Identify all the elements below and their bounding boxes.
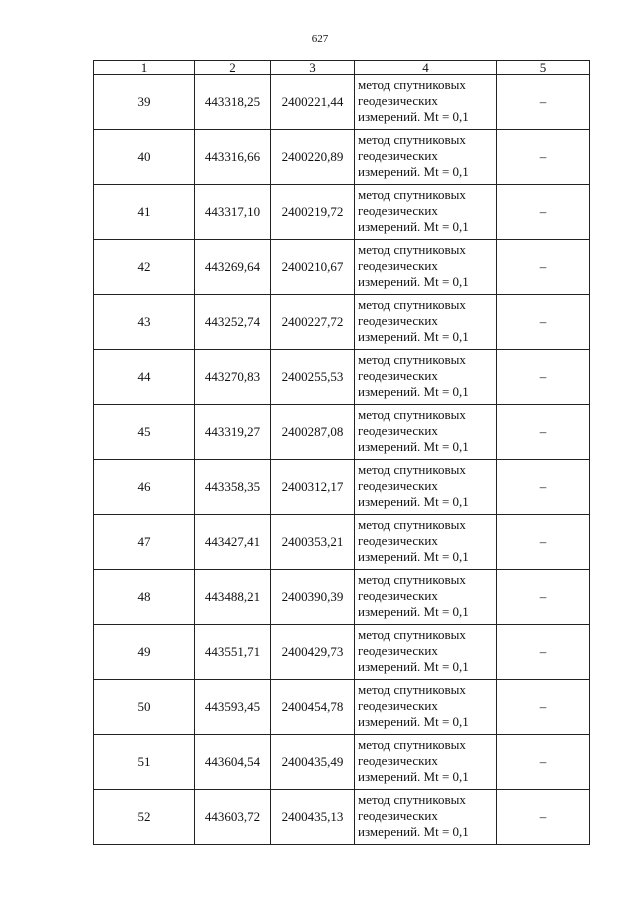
method-line: метод спутниковых <box>358 682 466 697</box>
note-cell: – <box>497 405 590 460</box>
header-col-5: 5 <box>497 61 590 75</box>
method-cell <box>355 515 497 570</box>
method-line: метод спутниковых <box>358 242 466 257</box>
header-col-3: 3 <box>271 61 355 75</box>
method-line: измерений. Mt = 0,1 <box>358 659 469 674</box>
method-line: измерений. Mt = 0,1 <box>358 109 469 124</box>
x-coordinate-cell: 443551,71 <box>195 625 271 680</box>
method-line: измерений. Mt = 0,1 <box>358 769 469 784</box>
method-cell <box>355 680 497 735</box>
method-cell <box>355 570 497 625</box>
x-coordinate-cell: 443603,72 <box>195 790 271 845</box>
table-row <box>94 680 590 735</box>
method-cell <box>355 130 497 185</box>
method-line: геодезических <box>358 478 438 493</box>
y-coordinate-cell: 2400219,72 <box>271 185 355 240</box>
method-cell <box>355 75 497 130</box>
method-line: геодезических <box>358 753 438 768</box>
table-row <box>94 75 590 130</box>
table-row <box>94 735 590 790</box>
point-number-cell: 48 <box>94 570 195 625</box>
table-row <box>94 130 590 185</box>
y-coordinate-cell: 2400255,53 <box>271 350 355 405</box>
point-number-cell: 40 <box>94 130 195 185</box>
coordinates-table <box>93 60 590 845</box>
y-coordinate-cell: 2400435,13 <box>271 790 355 845</box>
method-cell <box>355 405 497 460</box>
table-row <box>94 350 590 405</box>
note-cell: – <box>497 460 590 515</box>
method-line: измерений. Mt = 0,1 <box>358 274 469 289</box>
point-number-cell: 45 <box>94 405 195 460</box>
method-line: метод спутниковых <box>358 462 466 477</box>
method-line: измерений. Mt = 0,1 <box>358 219 469 234</box>
table-row <box>94 790 590 845</box>
table-row <box>94 460 590 515</box>
note-cell: – <box>497 570 590 625</box>
table-row <box>94 570 590 625</box>
y-coordinate-cell: 2400287,08 <box>271 405 355 460</box>
method-cell <box>355 460 497 515</box>
method-line: метод спутниковых <box>358 792 466 807</box>
page-number: 627 <box>311 33 329 45</box>
method-line: измерений. Mt = 0,1 <box>358 549 469 564</box>
note-cell: – <box>497 75 590 130</box>
x-coordinate-cell: 443270,83 <box>195 350 271 405</box>
note-cell: – <box>497 185 590 240</box>
method-line: метод спутниковых <box>358 297 466 312</box>
y-coordinate-cell: 2400429,73 <box>271 625 355 680</box>
note-cell: – <box>497 680 590 735</box>
method-line: метод спутниковых <box>358 627 466 642</box>
y-coordinate-cell: 2400220,89 <box>271 130 355 185</box>
note-cell: – <box>497 295 590 350</box>
y-coordinate-cell: 2400353,21 <box>271 515 355 570</box>
table-row <box>94 405 590 460</box>
x-coordinate-cell: 443318,25 <box>195 75 271 130</box>
table-row <box>94 515 590 570</box>
x-coordinate-cell: 443427,41 <box>195 515 271 570</box>
x-coordinate-cell: 443358,35 <box>195 460 271 515</box>
table-row <box>94 625 590 680</box>
header-col-1: 1 <box>94 61 195 75</box>
x-coordinate-cell: 443488,21 <box>195 570 271 625</box>
x-coordinate-cell: 443604,54 <box>195 735 271 790</box>
method-line: геодезических <box>358 148 438 163</box>
method-cell <box>355 240 497 295</box>
note-cell: – <box>497 240 590 295</box>
y-coordinate-cell: 2400435,49 <box>271 735 355 790</box>
method-cell <box>355 625 497 680</box>
method-line: измерений. Mt = 0,1 <box>358 384 469 399</box>
method-line: геодезических <box>358 588 438 603</box>
method-line: геодезических <box>358 203 438 218</box>
method-line: метод спутниковых <box>358 352 466 367</box>
method-line: метод спутниковых <box>358 187 466 202</box>
method-line: геодезических <box>358 93 438 108</box>
point-number-cell: 50 <box>94 680 195 735</box>
method-line: метод спутниковых <box>358 737 466 752</box>
note-cell: – <box>497 790 590 845</box>
header-col-4: 4 <box>355 61 497 75</box>
y-coordinate-cell: 2400210,67 <box>271 240 355 295</box>
method-cell <box>355 295 497 350</box>
method-line: метод спутниковых <box>358 77 466 92</box>
method-line: измерений. Mt = 0,1 <box>358 439 469 454</box>
method-line: геодезических <box>358 258 438 273</box>
method-line: геодезических <box>358 643 438 658</box>
method-line: метод спутниковых <box>358 517 466 532</box>
x-coordinate-cell: 443319,27 <box>195 405 271 460</box>
method-line: геодезических <box>358 533 438 548</box>
y-coordinate-cell: 2400312,17 <box>271 460 355 515</box>
point-number-cell: 52 <box>94 790 195 845</box>
note-cell: – <box>497 735 590 790</box>
method-line: метод спутниковых <box>358 572 466 587</box>
method-line: геодезических <box>358 698 438 713</box>
method-line: измерений. Mt = 0,1 <box>358 604 469 619</box>
header-col-2: 2 <box>195 61 271 75</box>
point-number-cell: 42 <box>94 240 195 295</box>
method-line: метод спутниковых <box>358 407 466 422</box>
x-coordinate-cell: 443593,45 <box>195 680 271 735</box>
method-line: метод спутниковых <box>358 132 466 147</box>
y-coordinate-cell: 2400454,78 <box>271 680 355 735</box>
method-line: измерений. Mt = 0,1 <box>358 329 469 344</box>
header-row <box>94 61 590 75</box>
note-cell: – <box>497 515 590 570</box>
table-row <box>94 185 590 240</box>
y-coordinate-cell: 2400390,39 <box>271 570 355 625</box>
note-cell: – <box>497 130 590 185</box>
method-line: геодезических <box>358 808 438 823</box>
method-line: измерений. Mt = 0,1 <box>358 824 469 839</box>
point-number-cell: 43 <box>94 295 195 350</box>
point-number-cell: 51 <box>94 735 195 790</box>
method-line: геодезических <box>358 368 438 383</box>
method-cell <box>355 735 497 790</box>
method-line: геодезических <box>358 423 438 438</box>
x-coordinate-cell: 443252,74 <box>195 295 271 350</box>
x-coordinate-cell: 443317,10 <box>195 185 271 240</box>
table-body <box>94 75 590 845</box>
method-line: измерений. Mt = 0,1 <box>358 164 469 179</box>
method-cell <box>355 350 497 405</box>
y-coordinate-cell: 2400227,72 <box>271 295 355 350</box>
point-number-cell: 41 <box>94 185 195 240</box>
method-line: геодезических <box>358 313 438 328</box>
x-coordinate-cell: 443269,64 <box>195 240 271 295</box>
note-cell: – <box>497 625 590 680</box>
point-number-cell: 44 <box>94 350 195 405</box>
point-number-cell: 39 <box>94 75 195 130</box>
y-coordinate-cell: 2400221,44 <box>271 75 355 130</box>
note-cell: – <box>497 350 590 405</box>
method-cell <box>355 790 497 845</box>
table-row <box>94 295 590 350</box>
method-line: измерений. Mt = 0,1 <box>358 494 469 509</box>
method-cell <box>355 185 497 240</box>
x-coordinate-cell: 443316,66 <box>195 130 271 185</box>
point-number-cell: 49 <box>94 625 195 680</box>
method-line: измерений. Mt = 0,1 <box>358 714 469 729</box>
point-number-cell: 46 <box>94 460 195 515</box>
point-number-cell: 47 <box>94 515 195 570</box>
table-row <box>94 240 590 295</box>
